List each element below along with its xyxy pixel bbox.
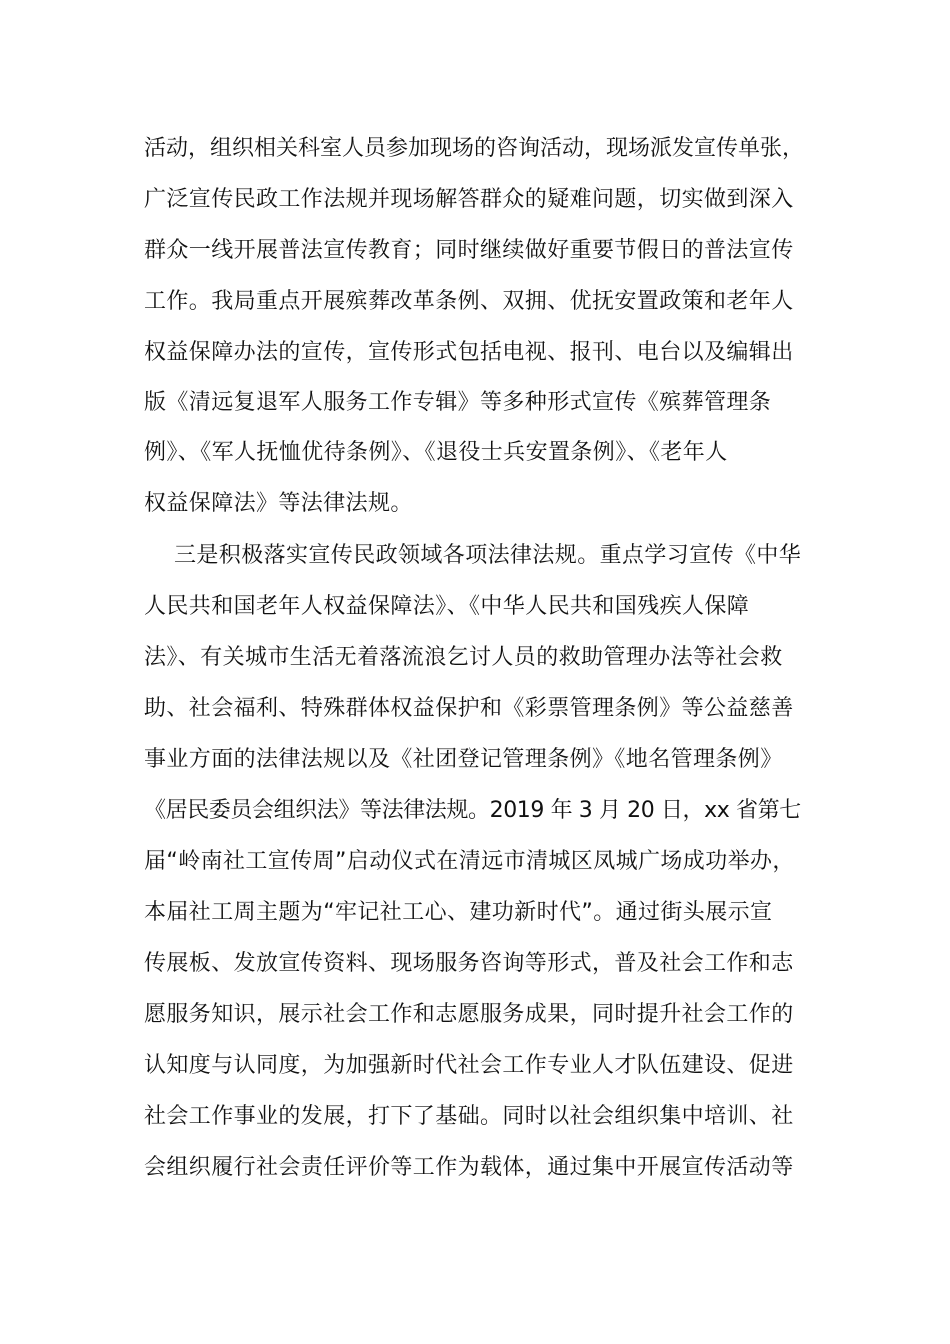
text-line: 认知度与认同度，为加强新时代社会工作专业人才队伍建设、促进: [144, 1053, 794, 1078]
text-line: 本届社工周主题为“牢记社工心、建功新时代”。通过街头展示宣: [144, 900, 773, 925]
text-line: 传展板、发放宣传资料、现场服务咨询等形式，普及社会工作和志: [144, 951, 794, 976]
text-line: 社会工作事业的发展，打下了基础。同时以社会组织集中培训、社: [144, 1104, 794, 1129]
text-line: 工作。我局重点开展殡葬改革条例、双拥、优抚安置政策和老年人: [144, 289, 794, 314]
text-line: 权益保障办法的宣传，宣传形式包括电视、报刊、电台以及编辑出: [144, 340, 794, 365]
text-line: 广泛宣传民政工作法规并现场解答群众的疑难问题，切实做到深入: [144, 187, 794, 212]
text-line: 活动，组织相关科室人员参加现场的咨询活动，现场派发宣传单张，: [144, 136, 805, 161]
text-line: 例》、《军人抚恤优待条例》、《退役士兵安置条例》、《老年人: [144, 440, 728, 465]
text-line: 法》、有关城市生活无着落流浪乞讨人员的救助管理办法等社会救: [144, 645, 783, 670]
text-line: 人民共和国老年人权益保障法》、《中华人民共和国残疾人保障: [144, 594, 750, 619]
text-line: 助、社会福利、特殊群体权益保护和《彩票管理条例》等公益慈善: [144, 696, 794, 721]
text-line: 版《清远复退军人服务工作专辑》等多种形式宣传《殡葬管理条: [144, 390, 772, 415]
text-line: 群众一线开展普法宣传教育；同时继续做好重要节假日的普法宣传: [144, 238, 794, 263]
text-line: 愿服务知识，展示社会工作和志愿服务成果，同时提升社会工作的: [144, 1002, 794, 1027]
text-line: 届“岭南社工宣传周”启动仪式在清远市清城区凤城广场成功举办，: [144, 849, 795, 874]
text-line: 事业方面的法律法规以及《社团登记管理条例》《地名管理条例》: [144, 747, 783, 772]
paragraph-first-line: 三是积极落实宣传民政领域各项法律法规。重点学习宣传《中华: [174, 543, 802, 568]
text-line: 权益保障法》等法律法规。: [144, 491, 413, 516]
text-line: 会组织履行社会责任评价等工作为载体，通过集中开展宣传活动等: [144, 1155, 794, 1180]
text-line: 《居民委员会组织法》等法律法规。2019 年 3 月 20 日，xx 省第七: [144, 798, 801, 823]
